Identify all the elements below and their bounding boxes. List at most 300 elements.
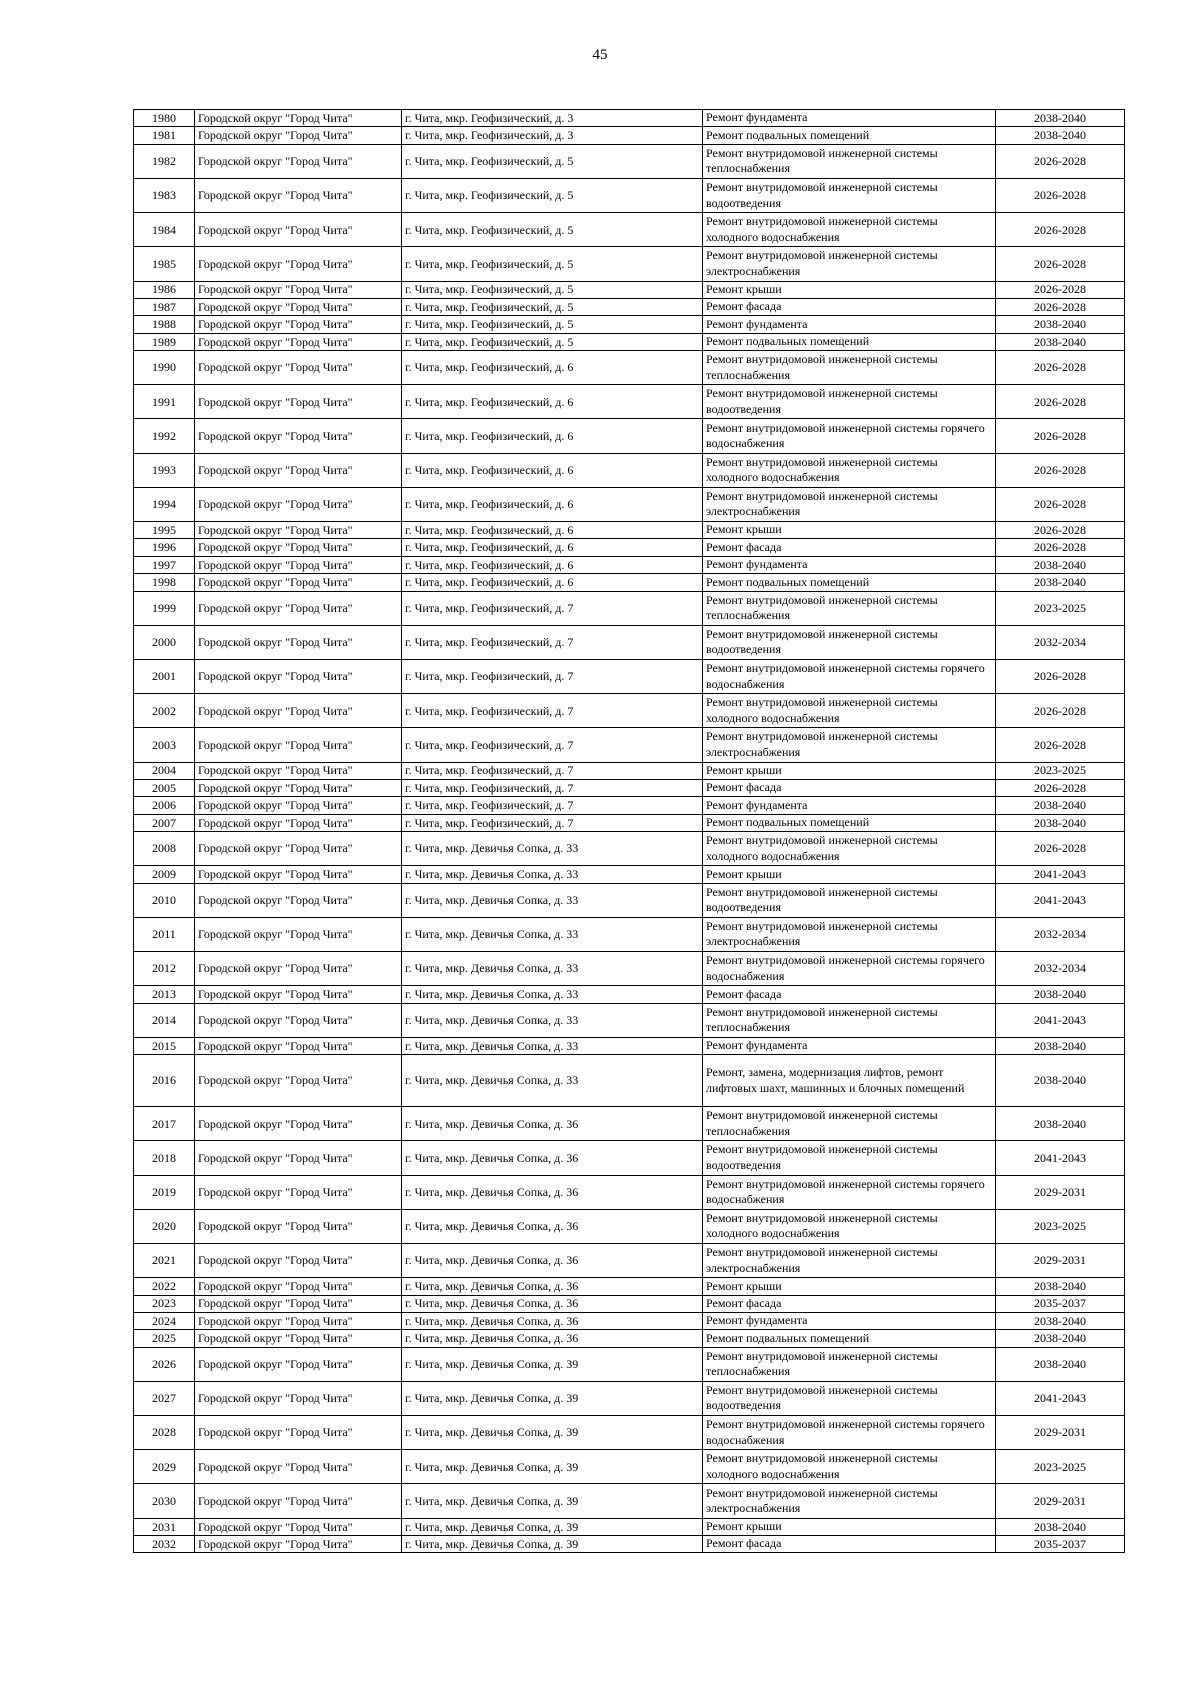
row-number-cell: 2024 xyxy=(134,1312,195,1329)
table-row xyxy=(134,1175,1125,1209)
address-cell: г. Чита, мкр. Геофизический, д. 6 xyxy=(402,419,703,453)
row-number-cell: 2004 xyxy=(134,762,195,779)
row-number-cell: 2014 xyxy=(134,1003,195,1037)
period-cell: 2029-2031 xyxy=(996,1484,1125,1518)
period-cell: 2038-2040 xyxy=(996,333,1125,350)
address-cell: г. Чита, мкр. Геофизический, д. 7 xyxy=(402,814,703,831)
address-cell: г. Чита, мкр. Девичья Сопка, д. 33 xyxy=(402,952,703,986)
address-cell: г. Чита, мкр. Девичья Сопка, д. 39 xyxy=(402,1381,703,1415)
municipality-cell: Городской округ "Город Чита" xyxy=(195,487,402,521)
table-row xyxy=(134,351,1125,385)
period-cell: 2023-2025 xyxy=(996,591,1125,625)
work-type-cell: Ремонт внутридомовой инженерной системы водоотведения xyxy=(703,178,996,212)
address-cell: г. Чита, мкр. Геофизический, д. 7 xyxy=(402,728,703,762)
municipality-cell: Городской округ "Город Чита" xyxy=(195,986,402,1003)
row-number-cell: 2002 xyxy=(134,694,195,728)
work-type-cell: Ремонт внутридомовой инженерной системы холодного водоснабжения xyxy=(703,1209,996,1243)
row-number-cell: 2011 xyxy=(134,917,195,951)
municipality-cell: Городской округ "Город Чита" xyxy=(195,419,402,453)
work-type-cell: Ремонт внутридомовой инженерной системы холодного водоснабжения xyxy=(703,213,996,247)
row-number-cell: 2006 xyxy=(134,797,195,814)
municipality-cell: Городской округ "Город Чита" xyxy=(195,1416,402,1450)
address-cell: г. Чита, мкр. Геофизический, д. 5 xyxy=(402,298,703,315)
municipality-cell: Городской округ "Город Чита" xyxy=(195,556,402,573)
address-cell: г. Чита, мкр. Геофизический, д. 6 xyxy=(402,385,703,419)
table-row xyxy=(134,333,1125,350)
work-type-cell: Ремонт внутридомовой инженерной системы холодного водоснабжения xyxy=(703,694,996,728)
municipality-cell: Городской округ "Город Чита" xyxy=(195,281,402,298)
table-row xyxy=(134,797,1125,814)
municipality-cell: Городской округ "Город Чита" xyxy=(195,1278,402,1295)
table-row xyxy=(134,522,1125,539)
period-cell: 2038-2040 xyxy=(996,316,1125,333)
municipality-cell: Городской округ "Город Чита" xyxy=(195,694,402,728)
table-row xyxy=(134,127,1125,144)
table-row xyxy=(134,1209,1125,1243)
municipality-cell: Городской округ "Город Чита" xyxy=(195,1037,402,1054)
municipality-cell: Городской округ "Город Чита" xyxy=(195,1312,402,1329)
row-number-cell: 1991 xyxy=(134,385,195,419)
municipality-cell: Городской округ "Город Чита" xyxy=(195,1536,402,1553)
period-cell: 2038-2040 xyxy=(996,1278,1125,1295)
row-number-cell: 2009 xyxy=(134,866,195,883)
row-number-cell: 1997 xyxy=(134,556,195,573)
address-cell: г. Чита, мкр. Геофизический, д. 6 xyxy=(402,453,703,487)
period-cell: 2026-2028 xyxy=(996,419,1125,453)
municipality-cell: Городской округ "Город Чита" xyxy=(195,1107,402,1141)
work-type-cell: Ремонт фасада xyxy=(703,1295,996,1312)
row-number-cell: 1989 xyxy=(134,333,195,350)
address-cell: г. Чита, мкр. Геофизический, д. 3 xyxy=(402,110,703,127)
work-type-cell: Ремонт крыши xyxy=(703,1278,996,1295)
period-cell: 2038-2040 xyxy=(996,1107,1125,1141)
table-row xyxy=(134,1381,1125,1415)
table-row xyxy=(134,952,1125,986)
period-cell: 2026-2028 xyxy=(996,247,1125,281)
address-cell: г. Чита, мкр. Геофизический, д. 5 xyxy=(402,178,703,212)
address-cell: г. Чита, мкр. Геофизический, д. 7 xyxy=(402,779,703,796)
table-row xyxy=(134,556,1125,573)
period-cell: 2038-2040 xyxy=(996,1312,1125,1329)
row-number-cell: 2032 xyxy=(134,1536,195,1553)
work-type-cell: Ремонт внутридомовой инженерной системы теплоснабжения xyxy=(703,351,996,385)
address-cell: г. Чита, мкр. Девичья Сопка, д. 36 xyxy=(402,1175,703,1209)
address-cell: г. Чита, мкр. Девичья Сопка, д. 39 xyxy=(402,1450,703,1484)
row-number-cell: 2018 xyxy=(134,1141,195,1175)
municipality-cell: Городской округ "Город Чита" xyxy=(195,127,402,144)
work-type-cell: Ремонт внутридомовой инженерной системы горячего водоснабжения xyxy=(703,1175,996,1209)
row-number-cell: 1999 xyxy=(134,591,195,625)
period-cell: 2026-2028 xyxy=(996,178,1125,212)
municipality-cell: Городской округ "Город Чита" xyxy=(195,728,402,762)
municipality-cell: Городской округ "Город Чита" xyxy=(195,574,402,591)
row-number-cell: 2025 xyxy=(134,1330,195,1347)
row-number-cell: 2001 xyxy=(134,659,195,693)
table-row xyxy=(134,917,1125,951)
period-cell: 2029-2031 xyxy=(996,1243,1125,1277)
address-cell: г. Чита, мкр. Геофизический, д. 7 xyxy=(402,625,703,659)
address-cell: г. Чита, мкр. Девичья Сопка, д. 33 xyxy=(402,1055,703,1107)
table-row xyxy=(134,1518,1125,1535)
table-row xyxy=(134,487,1125,521)
row-number-cell: 2016 xyxy=(134,1055,195,1107)
address-cell: г. Чита, мкр. Геофизический, д. 3 xyxy=(402,127,703,144)
row-number-cell: 2031 xyxy=(134,1518,195,1535)
address-cell: г. Чита, мкр. Геофизический, д. 5 xyxy=(402,333,703,350)
row-number-cell: 2000 xyxy=(134,625,195,659)
work-type-cell: Ремонт крыши xyxy=(703,281,996,298)
period-cell: 2023-2025 xyxy=(996,762,1125,779)
work-type-cell: Ремонт подвальных помещений xyxy=(703,1330,996,1347)
period-cell: 2026-2028 xyxy=(996,351,1125,385)
period-cell: 2038-2040 xyxy=(996,1330,1125,1347)
address-cell: г. Чита, мкр. Геофизический, д. 6 xyxy=(402,539,703,556)
municipality-cell: Городской округ "Город Чита" xyxy=(195,1295,402,1312)
period-cell: 2032-2034 xyxy=(996,917,1125,951)
address-cell: г. Чита, мкр. Девичья Сопка, д. 36 xyxy=(402,1330,703,1347)
table-row xyxy=(134,453,1125,487)
table-row xyxy=(134,1037,1125,1054)
address-cell: г. Чита, мкр. Девичья Сопка, д. 36 xyxy=(402,1141,703,1175)
period-cell: 2029-2031 xyxy=(996,1175,1125,1209)
address-cell: г. Чита, мкр. Девичья Сопка, д. 36 xyxy=(402,1243,703,1277)
table-row xyxy=(134,247,1125,281)
table-row xyxy=(134,539,1125,556)
table-row xyxy=(134,591,1125,625)
row-number-cell: 1995 xyxy=(134,522,195,539)
address-cell: г. Чита, мкр. Девичья Сопка, д. 36 xyxy=(402,1295,703,1312)
municipality-cell: Городской округ "Город Чита" xyxy=(195,298,402,315)
period-cell: 2029-2031 xyxy=(996,1416,1125,1450)
municipality-cell: Городской округ "Город Чита" xyxy=(195,591,402,625)
address-cell: г. Чита, мкр. Геофизический, д. 6 xyxy=(402,487,703,521)
address-cell: г. Чита, мкр. Девичья Сопка, д. 36 xyxy=(402,1312,703,1329)
table-row xyxy=(134,213,1125,247)
work-type-cell: Ремонт фундамента xyxy=(703,110,996,127)
municipality-cell: Городской округ "Город Чита" xyxy=(195,797,402,814)
municipality-cell: Городской округ "Город Чита" xyxy=(195,1330,402,1347)
row-number-cell: 2021 xyxy=(134,1243,195,1277)
work-type-cell: Ремонт фасада xyxy=(703,1536,996,1553)
table-row xyxy=(134,178,1125,212)
table-row xyxy=(134,1141,1125,1175)
address-cell: г. Чита, мкр. Девичья Сопка, д. 36 xyxy=(402,1107,703,1141)
work-type-cell: Ремонт внутридомовой инженерной системы электроснабжения xyxy=(703,917,996,951)
work-type-cell: Ремонт внутридомовой инженерной системы горячего водоснабжения xyxy=(703,952,996,986)
row-number-cell: 2030 xyxy=(134,1484,195,1518)
address-cell: г. Чита, мкр. Геофизический, д. 7 xyxy=(402,694,703,728)
address-cell: г. Чита, мкр. Геофизический, д. 6 xyxy=(402,351,703,385)
table-row xyxy=(134,659,1125,693)
period-cell: 2038-2040 xyxy=(996,1347,1125,1381)
table-row xyxy=(134,1295,1125,1312)
row-number-cell: 1992 xyxy=(134,419,195,453)
municipality-cell: Городской округ "Город Чита" xyxy=(195,625,402,659)
row-number-cell: 2028 xyxy=(134,1416,195,1450)
table-row xyxy=(134,110,1125,127)
period-cell: 2041-2043 xyxy=(996,866,1125,883)
period-cell: 2041-2043 xyxy=(996,1141,1125,1175)
row-number-cell: 1987 xyxy=(134,298,195,315)
address-cell: г. Чита, мкр. Девичья Сопка, д. 33 xyxy=(402,1003,703,1037)
address-cell: г. Чита, мкр. Геофизический, д. 6 xyxy=(402,522,703,539)
period-cell: 2041-2043 xyxy=(996,1381,1125,1415)
period-cell: 2026-2028 xyxy=(996,832,1125,866)
work-type-cell: Ремонт внутридомовой инженерной системы холодного водоснабжения xyxy=(703,453,996,487)
period-cell: 2026-2028 xyxy=(996,281,1125,298)
work-type-cell: Ремонт внутридомовой инженерной системы теплоснабжения xyxy=(703,591,996,625)
period-cell: 2023-2025 xyxy=(996,1450,1125,1484)
work-type-cell: Ремонт внутридомовой инженерной системы горячего водоснабжения xyxy=(703,1416,996,1450)
municipality-cell: Городской округ "Город Чита" xyxy=(195,952,402,986)
work-type-cell: Ремонт фундамента xyxy=(703,1037,996,1054)
row-number-cell: 1998 xyxy=(134,574,195,591)
row-number-cell: 2003 xyxy=(134,728,195,762)
work-type-cell: Ремонт, замена, модернизация лифтов, ремонт лифтовых шахт, машинных и блочных помещений xyxy=(703,1055,996,1107)
table-row xyxy=(134,298,1125,315)
table-row xyxy=(134,1055,1125,1107)
table-row xyxy=(134,1536,1125,1553)
row-number-cell: 2013 xyxy=(134,986,195,1003)
work-type-cell: Ремонт внутридомовой инженерной системы теплоснабжения xyxy=(703,144,996,178)
work-type-cell: Ремонт внутридомовой инженерной системы теплоснабжения xyxy=(703,1003,996,1037)
row-number-cell: 2026 xyxy=(134,1347,195,1381)
work-type-cell: Ремонт подвальных помещений xyxy=(703,574,996,591)
table-row xyxy=(134,1003,1125,1037)
work-type-cell: Ремонт внутридомовой инженерной системы водоотведения xyxy=(703,883,996,917)
address-cell: г. Чита, мкр. Девичья Сопка, д. 33 xyxy=(402,832,703,866)
table-row xyxy=(134,1416,1125,1450)
row-number-cell: 2007 xyxy=(134,814,195,831)
table-row xyxy=(134,814,1125,831)
municipality-cell: Городской округ "Город Чита" xyxy=(195,779,402,796)
period-cell: 2041-2043 xyxy=(996,883,1125,917)
period-cell: 2026-2028 xyxy=(996,694,1125,728)
address-cell: г. Чита, мкр. Девичья Сопка, д. 36 xyxy=(402,1209,703,1243)
row-number-cell: 1986 xyxy=(134,281,195,298)
period-cell: 2026-2028 xyxy=(996,539,1125,556)
address-cell: г. Чита, мкр. Геофизический, д. 7 xyxy=(402,591,703,625)
address-cell: г. Чита, мкр. Геофизический, д. 5 xyxy=(402,247,703,281)
municipality-cell: Городской округ "Город Чита" xyxy=(195,1175,402,1209)
municipality-cell: Городской округ "Город Чита" xyxy=(195,1243,402,1277)
period-cell: 2038-2040 xyxy=(996,127,1125,144)
municipality-cell: Городской округ "Город Чита" xyxy=(195,1347,402,1381)
work-type-cell: Ремонт фасада xyxy=(703,539,996,556)
address-cell: г. Чита, мкр. Девичья Сопка, д. 33 xyxy=(402,986,703,1003)
table-row xyxy=(134,1312,1125,1329)
row-number-cell: 1996 xyxy=(134,539,195,556)
municipality-cell: Городской округ "Город Чита" xyxy=(195,832,402,866)
work-type-cell: Ремонт подвальных помещений xyxy=(703,127,996,144)
work-type-cell: Ремонт внутридомовой инженерной системы электроснабжения xyxy=(703,247,996,281)
table-row xyxy=(134,144,1125,178)
table-row xyxy=(134,1243,1125,1277)
row-number-cell: 2017 xyxy=(134,1107,195,1141)
address-cell: г. Чита, мкр. Девичья Сопка, д. 33 xyxy=(402,1037,703,1054)
municipality-cell: Городской округ "Город Чита" xyxy=(195,917,402,951)
address-cell: г. Чита, мкр. Девичья Сопка, д. 33 xyxy=(402,883,703,917)
row-number-cell: 2029 xyxy=(134,1450,195,1484)
address-cell: г. Чита, мкр. Геофизический, д. 5 xyxy=(402,213,703,247)
work-type-cell: Ремонт фундамента xyxy=(703,1312,996,1329)
period-cell: 2026-2028 xyxy=(996,659,1125,693)
table-body xyxy=(134,110,1125,1553)
table-row xyxy=(134,694,1125,728)
work-type-cell: Ремонт фасада xyxy=(703,298,996,315)
table-row xyxy=(134,574,1125,591)
row-number-cell: 1982 xyxy=(134,144,195,178)
period-cell: 2038-2040 xyxy=(996,986,1125,1003)
table-row xyxy=(134,1278,1125,1295)
work-type-cell: Ремонт внутридомовой инженерной системы холодного водоснабжения xyxy=(703,832,996,866)
address-cell: г. Чита, мкр. Геофизический, д. 7 xyxy=(402,797,703,814)
page-number: 45 xyxy=(592,47,608,63)
row-number-cell: 2008 xyxy=(134,832,195,866)
repair-schedule-table xyxy=(133,109,1125,1553)
address-cell: г. Чита, мкр. Геофизический, д. 7 xyxy=(402,762,703,779)
period-cell: 2026-2028 xyxy=(996,144,1125,178)
table-row xyxy=(134,832,1125,866)
work-type-cell: Ремонт внутридомовой инженерной системы электроснабжения xyxy=(703,487,996,521)
table-row xyxy=(134,762,1125,779)
work-type-cell: Ремонт фундамента xyxy=(703,797,996,814)
row-number-cell: 2022 xyxy=(134,1278,195,1295)
table-row xyxy=(134,883,1125,917)
period-cell: 2026-2028 xyxy=(996,487,1125,521)
address-cell: г. Чита, мкр. Геофизический, д. 5 xyxy=(402,281,703,298)
row-number-cell: 1988 xyxy=(134,316,195,333)
municipality-cell: Городской округ "Город Чита" xyxy=(195,539,402,556)
work-type-cell: Ремонт фундамента xyxy=(703,556,996,573)
row-number-cell: 2015 xyxy=(134,1037,195,1054)
address-cell: г. Чита, мкр. Геофизический, д. 6 xyxy=(402,574,703,591)
row-number-cell: 2020 xyxy=(134,1209,195,1243)
municipality-cell: Городской округ "Город Чита" xyxy=(195,351,402,385)
work-type-cell: Ремонт фасада xyxy=(703,986,996,1003)
address-cell: г. Чита, мкр. Девичья Сопка, д. 33 xyxy=(402,866,703,883)
table-row xyxy=(134,316,1125,333)
work-type-cell: Ремонт внутридомовой инженерной системы горячего водоснабжения xyxy=(703,659,996,693)
work-type-cell: Ремонт внутридомовой инженерной системы холодного водоснабжения xyxy=(703,1450,996,1484)
municipality-cell: Городской округ "Город Чита" xyxy=(195,178,402,212)
work-type-cell: Ремонт внутридомовой инженерной системы водоотведения xyxy=(703,1381,996,1415)
row-number-cell: 2005 xyxy=(134,779,195,796)
work-type-cell: Ремонт внутридомовой инженерной системы электроснабжения xyxy=(703,1484,996,1518)
row-number-cell: 1985 xyxy=(134,247,195,281)
period-cell: 2026-2028 xyxy=(996,385,1125,419)
work-type-cell: Ремонт внутридомовой инженерной системы электроснабжения xyxy=(703,728,996,762)
municipality-cell: Городской округ "Город Чита" xyxy=(195,1141,402,1175)
work-type-cell: Ремонт фасада xyxy=(703,779,996,796)
period-cell: 2026-2028 xyxy=(996,779,1125,796)
address-cell: г. Чита, мкр. Девичья Сопка, д. 39 xyxy=(402,1536,703,1553)
period-cell: 2023-2025 xyxy=(996,1209,1125,1243)
row-number-cell: 2023 xyxy=(134,1295,195,1312)
row-number-cell: 1983 xyxy=(134,178,195,212)
work-type-cell: Ремонт крыши xyxy=(703,866,996,883)
table-row xyxy=(134,779,1125,796)
work-type-cell: Ремонт подвальных помещений xyxy=(703,814,996,831)
period-cell: 2026-2028 xyxy=(996,213,1125,247)
table-row xyxy=(134,1484,1125,1518)
work-type-cell: Ремонт внутридомовой инженерной системы теплоснабжения xyxy=(703,1347,996,1381)
table-row xyxy=(134,866,1125,883)
work-type-cell: Ремонт внутридомовой инженерной системы электроснабжения xyxy=(703,1243,996,1277)
row-number-cell: 1990 xyxy=(134,351,195,385)
work-type-cell: Ремонт внутридомовой инженерной системы горячего водоснабжения xyxy=(703,419,996,453)
table-row xyxy=(134,986,1125,1003)
municipality-cell: Городской округ "Город Чита" xyxy=(195,453,402,487)
period-cell: 2035-2037 xyxy=(996,1295,1125,1312)
municipality-cell: Городской округ "Город Чита" xyxy=(195,883,402,917)
table-row xyxy=(134,419,1125,453)
period-cell: 2032-2034 xyxy=(996,952,1125,986)
work-type-cell: Ремонт внутридомовой инженерной системы водоотведения xyxy=(703,625,996,659)
period-cell: 2026-2028 xyxy=(996,728,1125,762)
period-cell: 2038-2040 xyxy=(996,814,1125,831)
municipality-cell: Городской округ "Город Чита" xyxy=(195,1003,402,1037)
municipality-cell: Городской округ "Город Чита" xyxy=(195,1381,402,1415)
municipality-cell: Городской округ "Город Чита" xyxy=(195,247,402,281)
work-type-cell: Ремонт подвальных помещений xyxy=(703,333,996,350)
address-cell: г. Чита, мкр. Девичья Сопка, д. 36 xyxy=(402,1278,703,1295)
row-number-cell: 1993 xyxy=(134,453,195,487)
work-type-cell: Ремонт внутридомовой инженерной системы теплоснабжения xyxy=(703,1107,996,1141)
period-cell: 2026-2028 xyxy=(996,298,1125,315)
municipality-cell: Городской округ "Город Чита" xyxy=(195,866,402,883)
row-number-cell: 2019 xyxy=(134,1175,195,1209)
municipality-cell: Городской округ "Город Чита" xyxy=(195,110,402,127)
row-number-cell: 1981 xyxy=(134,127,195,144)
table-row xyxy=(134,1450,1125,1484)
table-row xyxy=(134,1107,1125,1141)
address-cell: г. Чита, мкр. Геофизический, д. 6 xyxy=(402,556,703,573)
municipality-cell: Городской округ "Город Чита" xyxy=(195,1484,402,1518)
municipality-cell: Городской округ "Город Чита" xyxy=(195,213,402,247)
work-type-cell: Ремонт крыши xyxy=(703,1518,996,1535)
address-cell: г. Чита, мкр. Геофизический, д. 7 xyxy=(402,659,703,693)
period-cell: 2038-2040 xyxy=(996,797,1125,814)
period-cell: 2038-2040 xyxy=(996,556,1125,573)
address-cell: г. Чита, мкр. Девичья Сопка, д. 39 xyxy=(402,1416,703,1450)
table-row xyxy=(134,281,1125,298)
municipality-cell: Городской округ "Город Чита" xyxy=(195,1055,402,1107)
work-type-cell: Ремонт крыши xyxy=(703,762,996,779)
address-cell: г. Чита, мкр. Девичья Сопка, д. 39 xyxy=(402,1484,703,1518)
work-type-cell: Ремонт фундамента xyxy=(703,316,996,333)
work-type-cell: Ремонт крыши xyxy=(703,522,996,539)
work-type-cell: Ремонт внутридомовой инженерной системы водоотведения xyxy=(703,385,996,419)
period-cell: 2038-2040 xyxy=(996,110,1125,127)
work-type-cell: Ремонт внутридомовой инженерной системы водоотведения xyxy=(703,1141,996,1175)
period-cell: 2041-2043 xyxy=(996,1003,1125,1037)
table-row xyxy=(134,728,1125,762)
address-cell: г. Чита, мкр. Геофизический, д. 5 xyxy=(402,316,703,333)
municipality-cell: Городской округ "Город Чита" xyxy=(195,1450,402,1484)
municipality-cell: Городской округ "Город Чита" xyxy=(195,522,402,539)
municipality-cell: Городской округ "Город Чита" xyxy=(195,1518,402,1535)
row-number-cell: 2027 xyxy=(134,1381,195,1415)
address-cell: г. Чита, мкр. Девичья Сопка, д. 33 xyxy=(402,917,703,951)
municipality-cell: Городской округ "Город Чита" xyxy=(195,333,402,350)
address-cell: г. Чита, мкр. Девичья Сопка, д. 39 xyxy=(402,1518,703,1535)
period-cell: 2038-2040 xyxy=(996,574,1125,591)
period-cell: 2035-2037 xyxy=(996,1536,1125,1553)
period-cell: 2038-2040 xyxy=(996,1518,1125,1535)
period-cell: 2026-2028 xyxy=(996,522,1125,539)
municipality-cell: Городской округ "Город Чита" xyxy=(195,814,402,831)
